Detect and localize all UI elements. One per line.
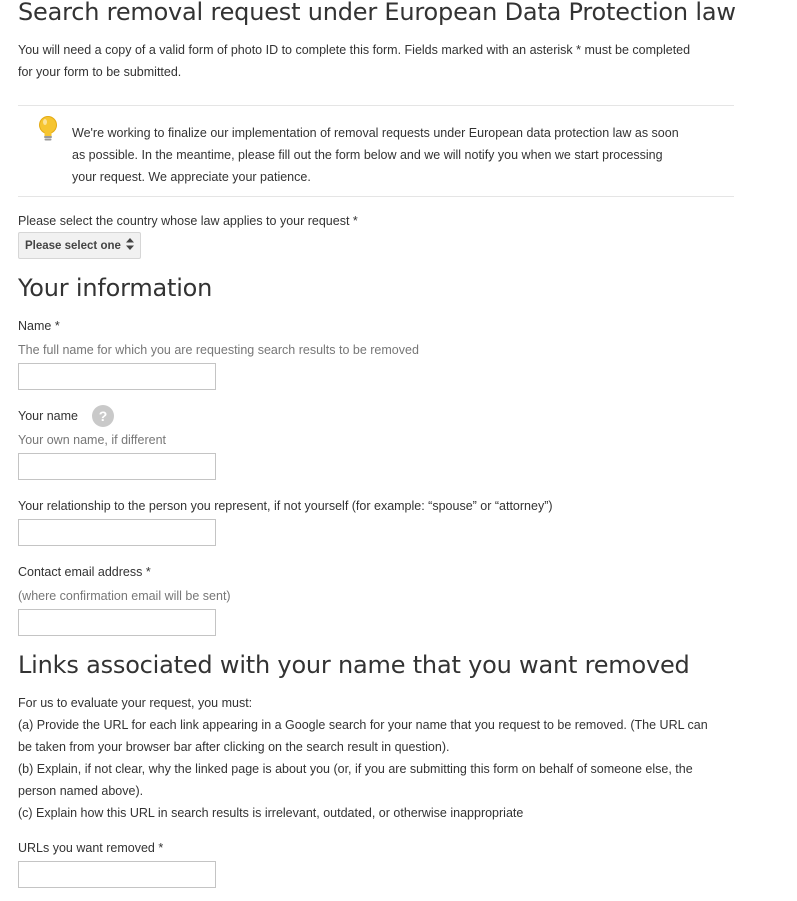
name-label: Name * [18,319,60,333]
notice-line-3: your request. We appreciate your patience. [72,170,311,184]
links-instructions-line-4: (b) Explain, if not clear, why the linked page is about you (or, if you are submitting this form on behalf of someone else, the [18,762,693,776]
links-instructions-line-1: For us to evaluate your request, you must: [18,696,253,710]
notice-line-1: We're working to finalize our implementation of removal requests under European data protection law as soon [72,126,679,140]
relationship-label: Your relationship to the person you represent, if not yourself (for example: “spouse” or “attorney”) [18,499,553,513]
lightbulb-icon [37,115,59,143]
your-name-label: Your name [18,409,78,423]
intro-text-line-2: for your form to be submitted. [18,65,182,79]
links-instructions-line-2: (a) Provide the URL for each link appearing in a Google search for your name that you request to be removed. (The URL can [18,718,708,732]
country-select-value: Please select one [25,239,121,252]
email-help-text: (where confirmation email will be sent) [18,589,231,603]
name-help-text: The full name for which you are requesting search results to be removed [18,343,419,357]
email-input[interactable] [18,609,216,636]
divider-top [18,105,734,106]
relationship-input[interactable] [18,519,216,546]
name-input[interactable] [18,363,216,390]
page-title: Search removal request under European Data Protection law [18,0,736,26]
divider-notice [18,196,734,197]
urls-label: URLs you want removed * [18,841,164,855]
country-select[interactable] [18,232,141,259]
links-instructions-line-5: person named above). [18,784,144,798]
your-name-input[interactable] [18,453,216,480]
links-heading: Links associated with your name that you want removed [18,651,690,679]
your-information-heading: Your information [18,274,213,302]
help-icon[interactable]: ? [92,405,114,427]
updown-arrows-icon [126,238,134,253]
your-name-help-text: Your own name, if different [18,433,167,447]
country-label: Please select the country whose law applies to your request * [18,214,358,228]
notice-line-2: as possible. In the meantime, please fill out the form below and we will notify you when we start processing [72,148,663,162]
intro-text-line-1: You will need a copy of a valid form of photo ID to complete this form. Fields marked with an asterisk * must be completed [18,43,691,57]
urls-input[interactable] [18,861,216,888]
links-instructions-line-6: (c) Explain how this URL in search results is irrelevant, outdated, or otherwise inappropriate [18,806,524,820]
email-label: Contact email address * [18,565,151,579]
links-instructions-line-3: be taken from your browser bar after clicking on the search result in question). [18,740,450,754]
